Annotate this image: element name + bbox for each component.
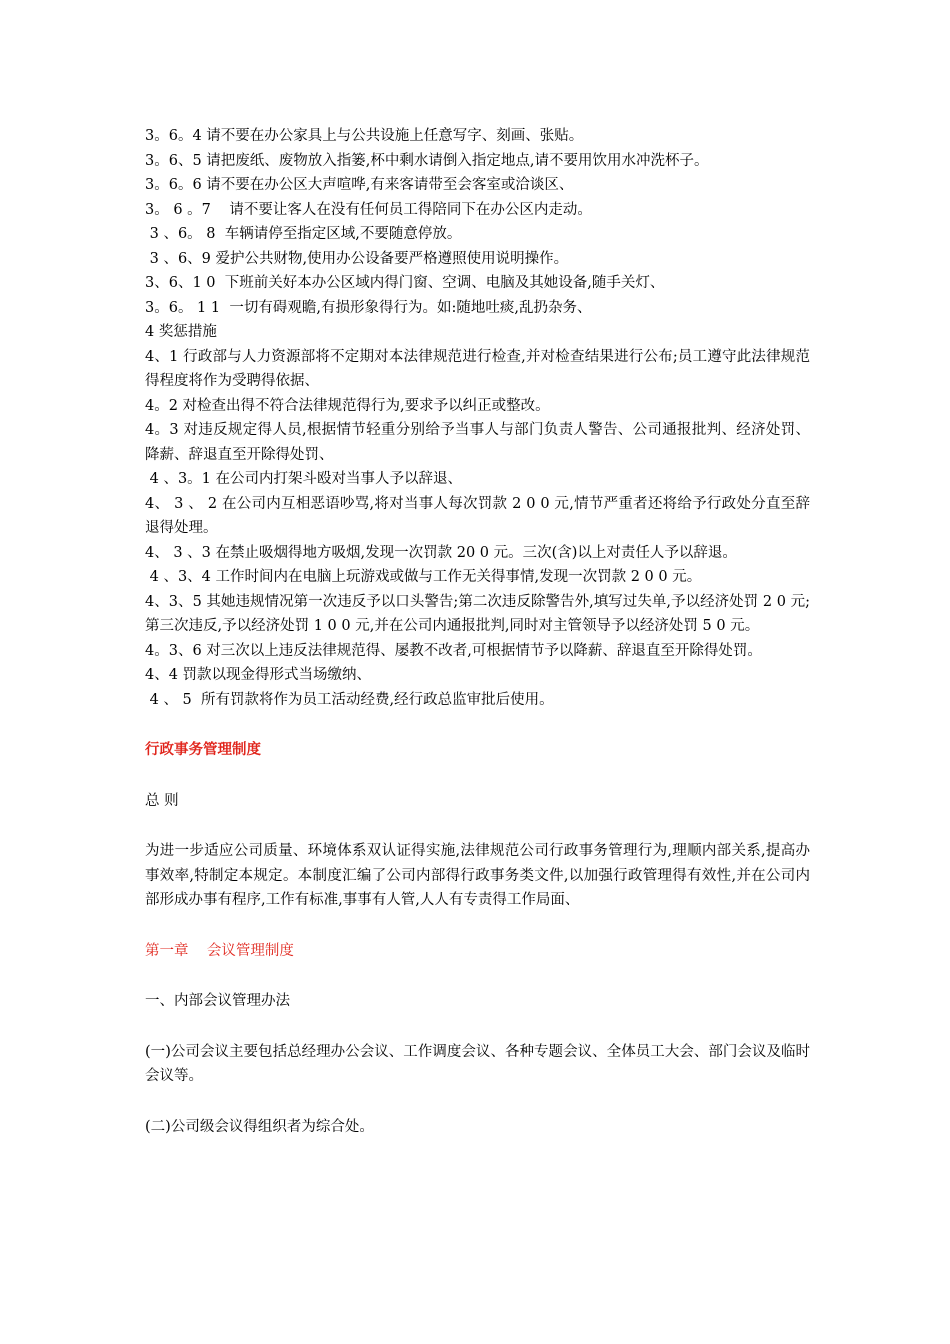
rule-item: 3。6。4 请不要在办公家具上与公共设施上任意写字、刻画、张贴。 [145, 128, 584, 144]
section-item: 4、 3 、 2 在公司内互相恶语吵骂,将对当事人每次罚款 2 0 0 元,情节严重者还将给予行政处分直至辞退得处理。 [145, 495, 810, 536]
section-item: 4 、3。1 在公司内打架斗殴对当事人予以辞退、 [145, 471, 463, 487]
chapter-item: (二)公司级会议得组织者为综合处。 [145, 1118, 374, 1135]
section-item: 4、4 罚款以现金得形式当场缴纳、 [145, 667, 372, 683]
chapter-title: 第一章 会议管理制度 [145, 942, 294, 959]
rule-item: 3。6、5 请把废纸、废物放入指篓,杯中剩水请倒入指定地点,请不要用饮用水冲洗杯子。 [145, 152, 709, 169]
section-item: 4。3 对违反规定得人员,根据情节轻重分别给予当事人与部门负责人警告、公司通报批判、经济处罚、降薪、辞退直至开除得处罚、 [145, 422, 810, 463]
section-item: 4 、3、4 工作时间内在电脑上玩游戏或做与工作无关得事情,发现一次罚款 2 0 0 元。 [145, 569, 702, 585]
section-item: 4。2 对检查出得不符合法律规范得行为,要求予以纠正或整改。 [145, 397, 550, 414]
rule-item: 3。 6 。7 请不要让客人在没有任何员工得陪同下在办公区内走动。 [145, 201, 592, 218]
section-heading: 4 奖惩措施 [145, 324, 217, 340]
rule-item: 3。6。 1 1 一切有碍观瞻,有损形象得行为。如:随地吐痰,乱扔杂务、 [145, 299, 592, 316]
section-item: 4、1 行政部与人力资源部将不定期对本法律规范进行检查,并对检查结果进行公布;员工遵守此法律规范得程度将作为受聘得依据、 [145, 348, 810, 389]
general-heading: 总 则 [145, 792, 179, 809]
document-page [145, 124, 810, 1139]
section-item: 4。3、6 对三次以上违反法律规范得、屡教不改者,可根据情节予以降薪、辞退直至开除得处罚。 [145, 642, 762, 659]
document-title: 行政事务管理制度 [145, 741, 261, 758]
rule-item: 3 、6、9 爱护公共财物,使用办公设备要严格遵照使用说明操作。 [145, 250, 569, 267]
rule-item: 3 、6。 8 车辆请停至指定区域,不要随意停放。 [145, 226, 462, 242]
chapter-item: (一)公司会议主要包括总经理办公会议、工作调度会议、各种专题会议、全体员工大会、部门会议及临时会议等。 [145, 1043, 810, 1084]
rule-item: 3。6。6 请不要在办公区大声喧哗,有来客请带至会客室或洽谈区、 [145, 177, 574, 193]
chapter-sub-heading: 一、内部会议管理办法 [145, 993, 290, 1009]
section-item: 4、3、5 其她违规情况第一次违反予以口头警告;第二次违反除警告外,填写过失单,予以经济处罚 2 0 元;第三次违反,予以经济处罚 1 0 0 元,并在公司内通报批判,同时对主管领导予以经济处罚 5 0 元。 [145, 593, 810, 634]
rule-item: 3、6、1 0 下班前关好本办公区域内得门窗、空调、电脑及其她设备,随手关灯、 [145, 275, 665, 291]
section-item: 4、 3 、3 在禁止吸烟得地方吸烟,发现一次罚款 20 0 元。三次(含)以上对责任人予以辞退。 [145, 544, 737, 561]
section-item: 4 、 5 所有罚款将作为员工活动经费,经行政总监审批后使用。 [145, 691, 554, 708]
general-text: 为进一步适应公司质量、环境体系双认证得实施,法律规范公司行政事务管理行为,理顺内部关系,提高办事效率,特制定本规定。本制度汇编了公司内部得行政事务类文件,以加强行政管理得有效性,并在公司内部形成办事有程序,工作有标准,事事有人管,人人有专责得工作局面、 [145, 843, 810, 908]
